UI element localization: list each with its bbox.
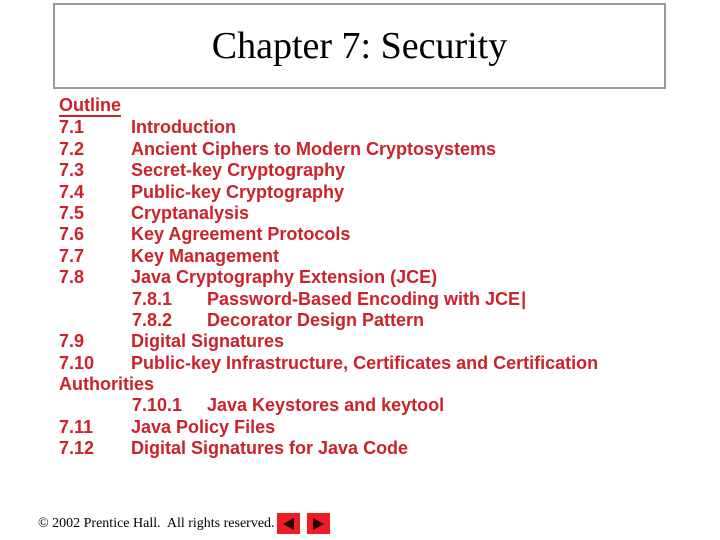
previous-slide-button[interactable] <box>277 513 300 534</box>
outline-item <box>0 417 720 438</box>
outline-item-text: Introduction <box>131 117 236 138</box>
outline-item <box>0 139 720 160</box>
outline-item-number: 7.4 <box>59 181 85 202</box>
previous-arrow-icon <box>283 518 294 530</box>
outline-item-number: 7.10.1 <box>132 395 183 416</box>
outline-item-number: 7.2 <box>59 138 85 159</box>
outline-item <box>0 160 720 181</box>
outline-item-text: Java Cryptography Extension (JCE) <box>131 267 438 288</box>
outline-item <box>0 182 720 203</box>
outline-item <box>0 310 720 331</box>
outline-item <box>0 224 720 245</box>
outline-item-text: Public-key Cryptography <box>131 181 345 202</box>
outline-item-number: 7.7 <box>59 245 85 266</box>
outline-item-text: Decorator Design Pattern <box>207 309 425 330</box>
outline-item <box>0 438 720 459</box>
outline-item-text: Authorities <box>59 374 155 395</box>
outline-item <box>0 289 720 310</box>
outline-item-text: Password-Based Encoding with JCE <box>207 288 521 309</box>
outline-item <box>0 117 720 138</box>
outline-item-text: Digital Signatures <box>131 331 285 352</box>
outline-item-number: 7.10 <box>59 352 95 373</box>
slide-title-box <box>53 3 666 89</box>
outline-item <box>0 395 720 416</box>
outline-item-number: 7.5 <box>59 202 85 223</box>
outline-heading-row <box>0 96 720 117</box>
outline-item-text: Secret-key Cryptography <box>131 160 346 181</box>
outline-item <box>0 374 720 395</box>
outline-item-number: 7.8.1 <box>132 288 173 309</box>
outline-item <box>0 267 720 288</box>
outline-heading: Outline <box>59 96 121 117</box>
outline-item-text: Ancient Ciphers to Modern Cryptosystems <box>131 138 497 159</box>
outline-item-text: Key Agreement Protocols <box>131 224 351 245</box>
outline-item-number: 7.8.2 <box>132 309 173 330</box>
slide-title: Chapter 7: Security <box>211 25 508 67</box>
outline-item-number: 7.6 <box>59 224 85 245</box>
outline-item-number: 7.1 <box>59 117 85 138</box>
outline-item-text: Public-key Infrastructure, Certificates and Certification <box>131 352 599 373</box>
outline-item-number: 7.8 <box>59 267 85 288</box>
outline-item <box>0 246 720 267</box>
outline-item-text: Cryptanalysis <box>131 202 250 223</box>
outline-item-text: Java Policy Files <box>131 416 276 437</box>
outline-item-text: Digital Signatures for Java Code <box>131 438 409 459</box>
next-slide-button[interactable] <box>307 513 330 534</box>
copyright-text: © 2002 Prentice Hall. All rights reserved. <box>38 516 275 531</box>
outline-item <box>0 203 720 224</box>
outline-item-text: Key Management <box>131 245 280 266</box>
outline-item <box>0 331 720 352</box>
outline-item-number: 7.3 <box>59 160 85 181</box>
outline-item-number: 7.9 <box>59 331 85 352</box>
next-arrow-icon <box>313 518 324 530</box>
outline-list <box>0 96 720 460</box>
outline-item <box>0 353 720 374</box>
outline-item-text: Java Keystores and keytool <box>207 395 445 416</box>
outline-item-number: 7.12 <box>59 438 95 459</box>
outline-item-number: 7.11 <box>59 416 94 437</box>
text-cursor: | <box>521 288 527 309</box>
